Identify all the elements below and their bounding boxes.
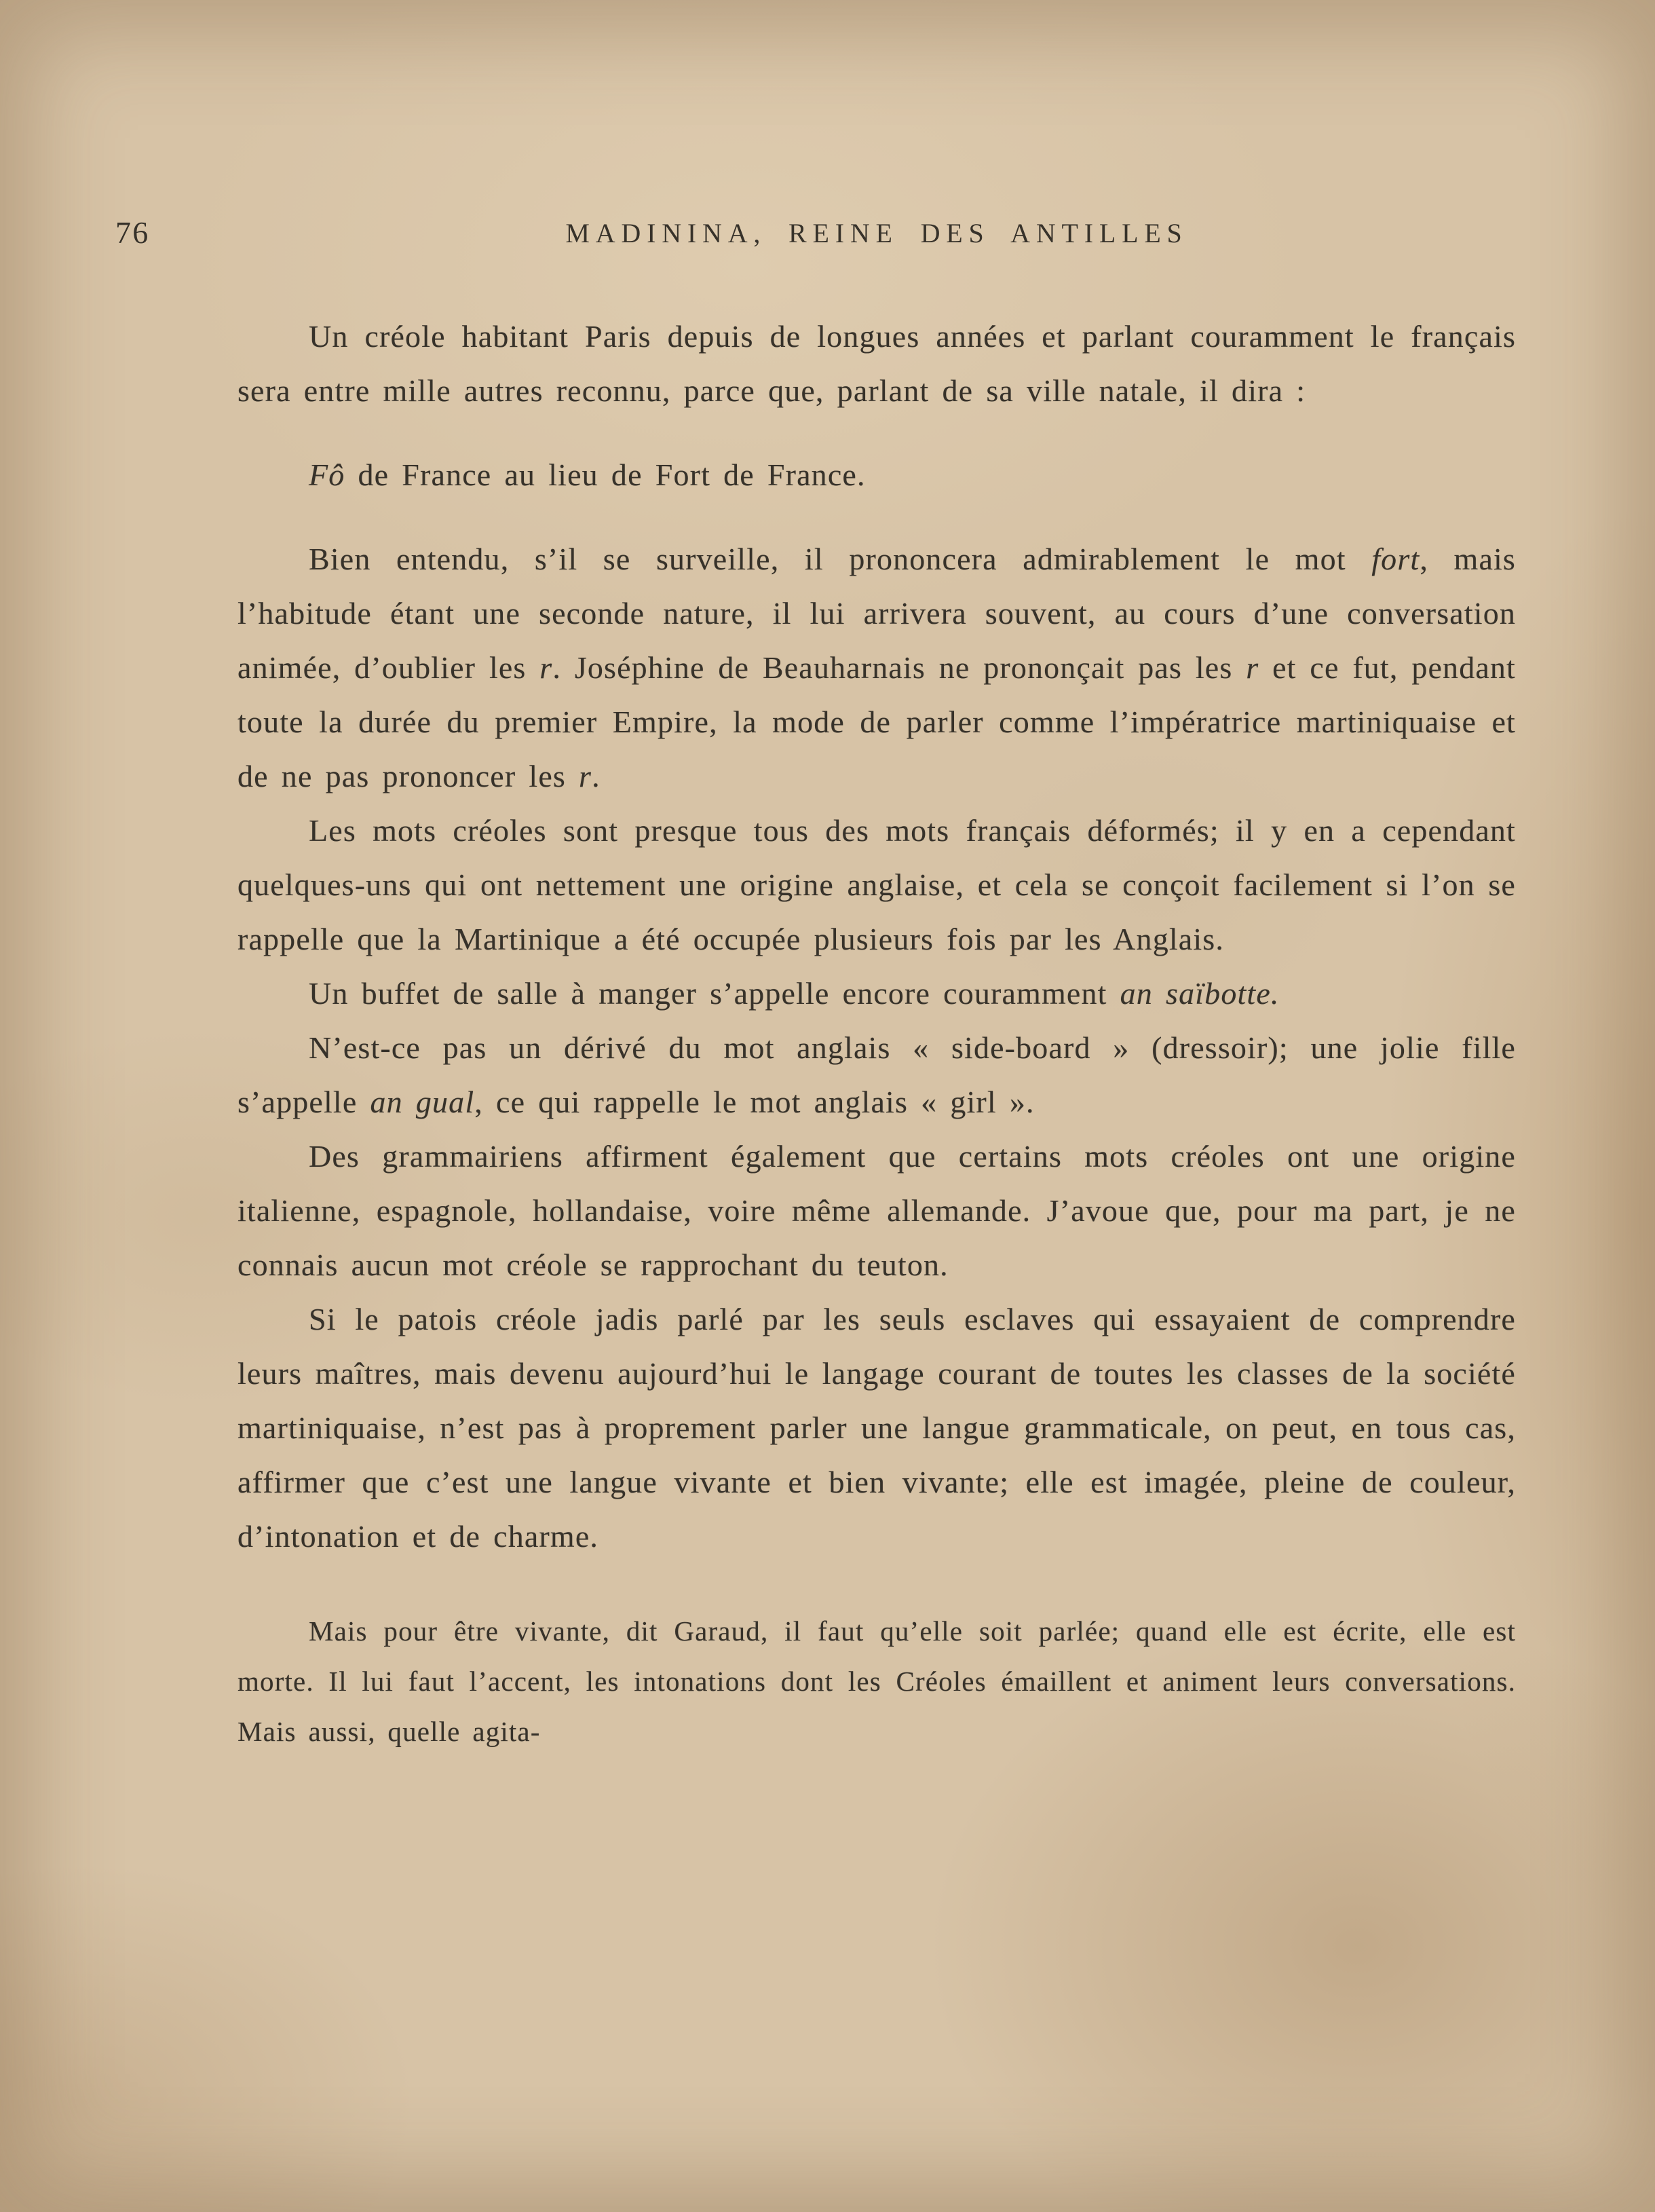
text-run: Si le patois créole jadis parlé par les seuls esclaves qui essayaient de comprendre leurs maîtres, mais devenu aujourd’hui le langage courant de toutes les classes de la société martiniquaise, n’est pas à proprement parler une langue grammaticale, on peut, en tous cas, affirmer que c’est une langue vivante et bien vivante; elle est imagée, pleine de couleur, d’intonation et de charme. [237, 1302, 1516, 1554]
text-run: N’est-ce pas un dérivé du mot anglais « side-board » (dressoir); une jolie fille s’appelle [237, 1030, 1516, 1119]
text-run: Mais pour être vivante, dit Garaud, il faut qu’elle soit parlée; quand elle est écrite, elle est morte. Il lui faut l’accent, les intonations dont les Créoles émaillent et animent leurs conversations. Mais aussi, quelle agita- [237, 1615, 1516, 1747]
text-run: . [592, 759, 601, 793]
text-run: Des grammairiens affirment également que certains mots créoles ont une origine italienne, espagnole, hollandaise, voire même allemande. J’avoue que, pour ma part, je ne connais aucun mot créole se rapprochant du teuton. [237, 1139, 1516, 1282]
running-header [115, 215, 1516, 257]
text-run: Un créole habitant Paris depuis de longues années et parlant couramment le français sera entre mille autres reconnu, parce que, parlant de sa ville natale, il dira : [237, 319, 1516, 408]
paragraph-8 [237, 1292, 1516, 1564]
text-run: Un buffet de salle à manger s’appelle encore couramment [309, 976, 1120, 1011]
paragraph-6 [237, 1021, 1516, 1129]
text-run-italic: Fô [309, 457, 345, 492]
text-run-italic: an gual [370, 1085, 475, 1119]
page-number: 76 [115, 215, 150, 250]
paragraph-5 [237, 967, 1516, 1021]
text-run-italic: r [539, 650, 553, 685]
text-run: . Joséphine de Beauharnais ne prononçait pas les [552, 650, 1247, 685]
text-run: Les mots créoles sont presque tous des mots français déformés; il y en a cependant quelques-uns qui ont nettement une origine anglaise, et cela se conçoit facilement si l’on se rappelle que la Martinique a été occupée plusieurs fois par les Anglais. [237, 813, 1516, 956]
paragraph-2 [237, 448, 1516, 502]
text-run: Bien entendu, s’il se surveille, il prononcera admirablement le mot [309, 542, 1372, 576]
text-run-italic: r [579, 759, 592, 793]
text-run: , mais l’habitude étant une seconde nature, il lui arrivera souvent, au cours d’une conversation animée, d’oublier les [237, 542, 1516, 685]
text-run-italic: fort [1371, 542, 1420, 576]
paragraph-7 [237, 1129, 1516, 1292]
paragraph-1 [237, 310, 1516, 418]
running-title: MADININA, REINE DES ANTILLES [565, 218, 1188, 248]
text-run-italic: r [1246, 650, 1259, 685]
body-text [237, 310, 1516, 1757]
text-run: , ce qui rappelle le mot anglais « girl ». [474, 1085, 1035, 1119]
text-run: et ce fut, pendant toute la durée du premier Empire, la mode de parler comme l’impératrice martiniquaise et de ne pas prononcer les [237, 650, 1516, 793]
paragraph-9-quote [237, 1606, 1516, 1757]
text-run: de France au lieu de Fort de France. [345, 457, 866, 492]
paragraph-4 [237, 804, 1516, 967]
text-run-italic: an saïbotte. [1120, 976, 1280, 1011]
paragraph-3 [237, 532, 1516, 804]
